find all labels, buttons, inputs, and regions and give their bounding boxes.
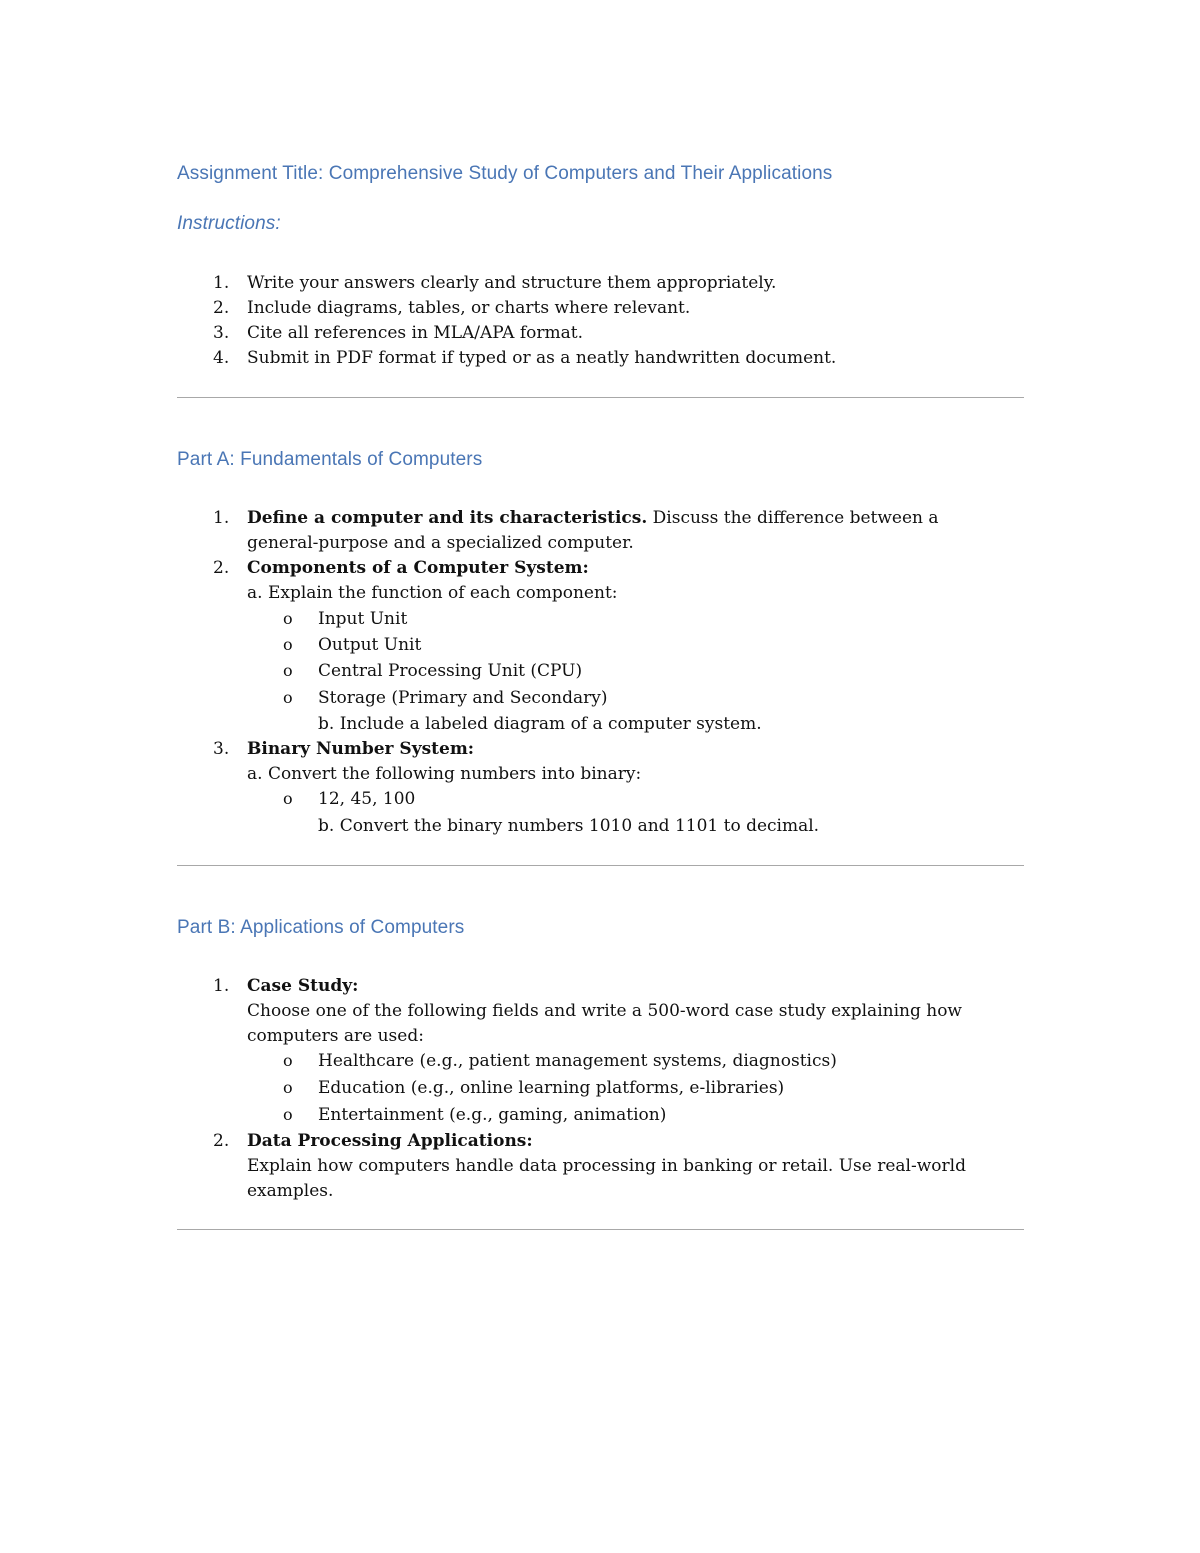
instruction-item: Cite all references in MLA/APA format.	[247, 323, 584, 343]
instructions-heading: Instructions:	[177, 213, 281, 234]
bullet-marker: o	[283, 1051, 293, 1070]
bullet-marker: o	[283, 635, 293, 654]
question-text-continued: computers are used:	[247, 1026, 424, 1046]
instruction-number: 4.	[213, 348, 230, 368]
part-a-heading: Part A: Fundamentals of Computers	[177, 449, 483, 470]
bullet-item: Central Processing Unit (CPU)	[318, 661, 583, 681]
bullet-item: Output Unit	[318, 635, 422, 655]
question-title-text: Data Processing Applications:	[247, 1131, 533, 1151]
question-title: Define a computer and its characteristics.	[247, 508, 648, 528]
question-title	[247, 738, 474, 760]
question-number: 1.	[213, 976, 230, 996]
question-number: 1.	[213, 508, 230, 528]
bullet-marker: o	[283, 661, 293, 680]
bullet-marker: o	[283, 1078, 293, 1097]
bullet-marker: o	[283, 609, 293, 628]
section-divider	[177, 865, 1024, 866]
bullet-item: Healthcare (e.g., patient management systems, diagnostics)	[318, 1051, 837, 1071]
assignment-title: Assignment Title: Comprehensive Study of Computers and Their Applications	[177, 163, 833, 184]
bullet-item: Input Unit	[318, 609, 408, 629]
instruction-item: Submit in PDF format if typed or as a neatly handwritten document.	[247, 348, 837, 368]
instruction-number: 3.	[213, 323, 230, 343]
sub-question-b: b. Convert the binary numbers 1010 and 1101 to decimal.	[318, 816, 820, 836]
instruction-number: 2.	[213, 298, 230, 318]
instruction-item: Include diagrams, tables, or charts where relevant.	[247, 298, 691, 318]
question-title-text: Components of a Computer System:	[247, 558, 589, 578]
question-number: 3.	[213, 739, 230, 759]
bullet-item: 12, 45, 100	[318, 789, 416, 809]
sub-question-a: a. Explain the function of each component:	[247, 583, 618, 603]
question-title	[247, 975, 358, 997]
question-text-continued: examples.	[247, 1181, 334, 1201]
question-text-continued: general-purpose and a specialized computer.	[247, 533, 634, 553]
bullet-marker: o	[283, 1105, 293, 1124]
question-title	[247, 1130, 533, 1152]
section-divider	[177, 1229, 1024, 1230]
sub-question-a: a. Convert the following numbers into binary:	[247, 764, 642, 784]
question-line	[247, 507, 939, 529]
question-text: Discuss the difference between a	[647, 508, 939, 528]
bullet-item: Storage (Primary and Secondary)	[318, 688, 608, 708]
question-number: 2.	[213, 558, 230, 578]
part-b-heading: Part B: Applications of Computers	[177, 917, 465, 938]
question-number: 2.	[213, 1131, 230, 1151]
instruction-number: 1.	[213, 273, 230, 293]
question-title-text: Case Study:	[247, 976, 359, 996]
bullet-item: Entertainment (e.g., gaming, animation)	[318, 1105, 667, 1125]
question-text: Choose one of the following fields and write a 500-word case study explaining how	[247, 1001, 962, 1021]
question-title	[247, 557, 589, 579]
bullet-marker: o	[283, 789, 293, 808]
bullet-marker: o	[283, 688, 293, 707]
section-divider	[177, 397, 1024, 398]
question-title-text: Binary Number System:	[247, 739, 475, 759]
instruction-item: Write your answers clearly and structure them appropriately.	[247, 273, 777, 293]
bullet-item: Education (e.g., online learning platforms, e-libraries)	[318, 1078, 785, 1098]
sub-question-b: b. Include a labeled diagram of a computer system.	[318, 714, 762, 734]
question-text: Explain how computers handle data processing in banking or retail. Use real-world	[247, 1156, 966, 1176]
